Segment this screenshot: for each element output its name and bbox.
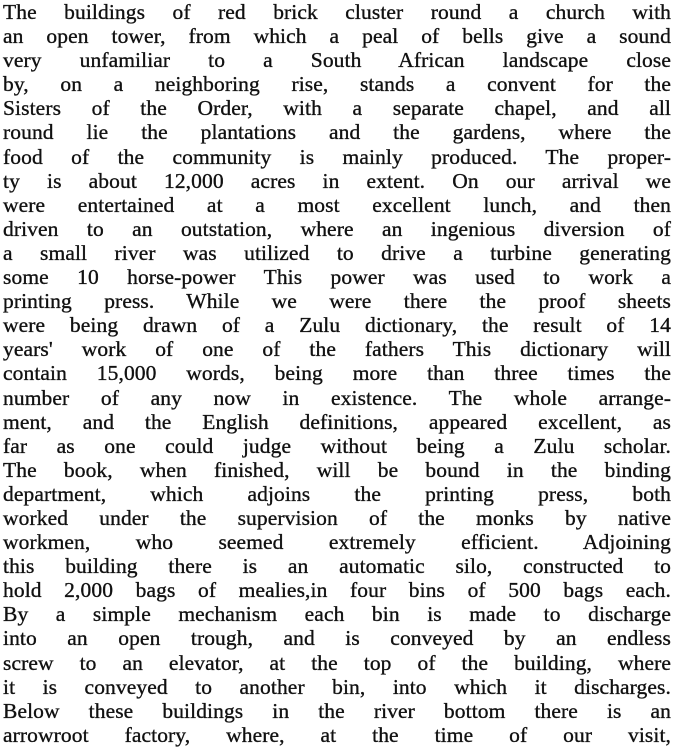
text-line-21: department, which adjoins the printing press, both (3, 481, 671, 506)
text-line-4: by, on a neighboring rise, stands a convent for the (3, 72, 671, 97)
text-line-16: contain 15,000 words, being more than three times the (3, 361, 671, 386)
text-line-24: this building there is an automatic silo, constructed to (3, 554, 671, 579)
text-line-12: some 10 horse-power This power was used to work a (3, 265, 671, 290)
text-line-17: number of any now in existence. The whole arrange- (3, 385, 671, 410)
text-line-1: The buildings of red brick cluster round a church with (3, 0, 671, 24)
text-line-23: workmen, who seemed extremely efficient. Adjoining (3, 530, 671, 555)
article-column (3, 0, 671, 747)
text-line-31: arrowroot factory, where, at the time of our visit, (3, 722, 671, 747)
text-line-15: years' work of one of the fathers This dictionary will (3, 337, 671, 362)
text-line-27: into an open trough, and is conveyed by an endless (3, 626, 671, 651)
text-line-10: driven to an outstation, where an ingenious diversion of (3, 216, 671, 241)
text-line-26: By a simple mechanism each bin is made to discharge (3, 602, 671, 627)
text-line-22: worked under the supervision of the monks by native (3, 505, 671, 530)
text-line-11: a small river was utilized to drive a turbine generating (3, 240, 671, 265)
text-line-25: hold 2,000 bags of mealies,in four bins of 500 bags each. (3, 578, 671, 603)
text-line-19: far as one could judge without being a Zulu scholar. (3, 433, 671, 458)
text-line-5: Sisters of the Order, with a separate chapel, and all (3, 96, 671, 121)
text-line-20: The book, when finished, will be bound in the binding (3, 457, 671, 482)
text-line-3: very unfamiliar to a South African landscape close (3, 48, 671, 73)
text-line-9: were entertained at a most excellent lunch, and then (3, 192, 671, 217)
text-line-8: ty is about 12,000 acres in extent. On our arrival we (3, 168, 671, 193)
text-line-7: food of the community is mainly produced. The proper- (3, 144, 671, 169)
text-line-13: printing press. While we were there the proof sheets (3, 289, 671, 314)
text-line-6: round lie the plantations and the gardens, where the (3, 120, 671, 145)
text-line-29: it is conveyed to another bin, into which it discharges. (3, 674, 671, 699)
text-line-14: were being drawn of a Zulu dictionary, the result of 14 (3, 313, 671, 338)
text-line-18: ment, and the English definitions, appeared excellent, as (3, 409, 671, 434)
text-line-28: screw to an elevator, at the top of the building, where (3, 650, 671, 675)
text-line-2: an open tower, from which a peal of bells give a sound (3, 24, 671, 49)
text-line-30: Below these buildings in the river bottom there is an (3, 698, 671, 723)
